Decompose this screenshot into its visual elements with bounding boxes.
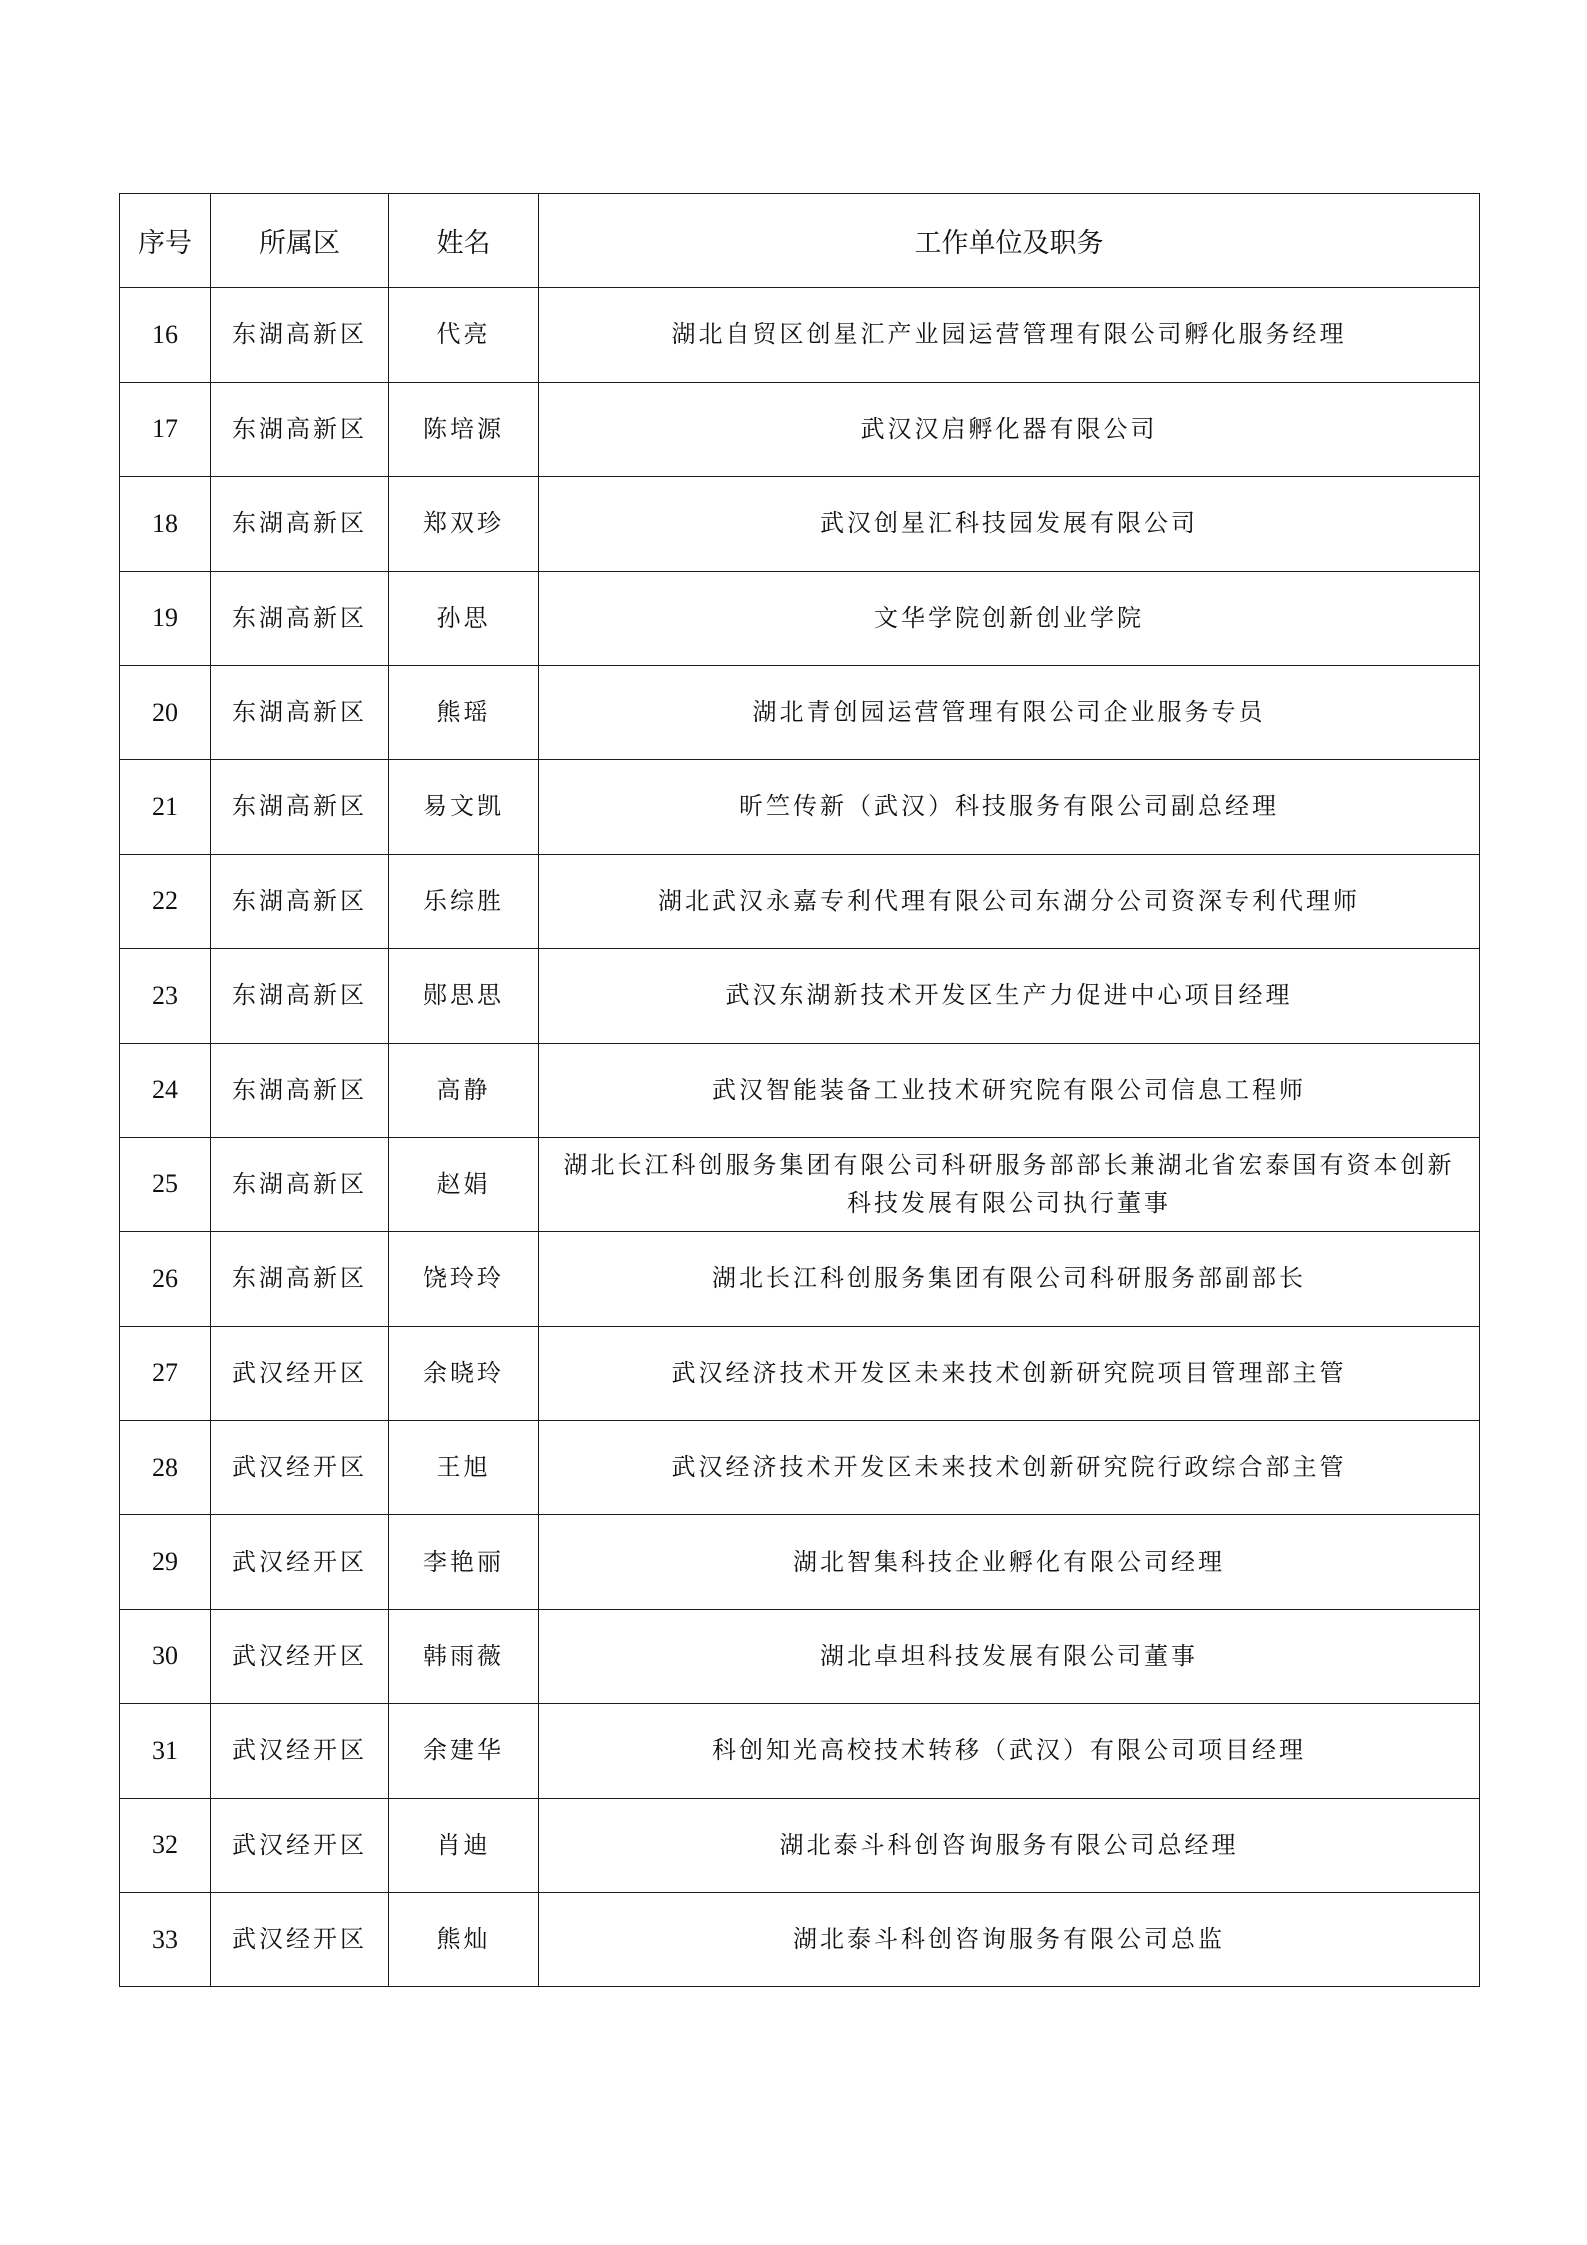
cell-serial-number: 22: [120, 854, 211, 948]
table-row: [120, 1232, 1480, 1326]
table-header: [120, 194, 1480, 288]
cell-serial-number: 27: [120, 1326, 211, 1420]
cell-workplace-position: 武汉经济技术开发区未来技术创新研究院项目管理部主管: [539, 1326, 1480, 1420]
cell-district: 东湖高新区: [211, 288, 389, 382]
cell-name: 韩雨薇: [389, 1609, 539, 1703]
cell-serial-number: 19: [120, 571, 211, 665]
cell-serial-number: 17: [120, 382, 211, 476]
cell-name: 代亮: [389, 288, 539, 382]
table-row: [120, 477, 1480, 571]
table-row: [120, 1704, 1480, 1798]
cell-serial-number: 20: [120, 665, 211, 759]
cell-workplace-position: 湖北智集科技企业孵化有限公司经理: [539, 1515, 1480, 1609]
cell-workplace-position: 文华学院创新创业学院: [539, 571, 1480, 665]
cell-district: 武汉经开区: [211, 1326, 389, 1420]
cell-name: 孙思: [389, 571, 539, 665]
cell-workplace-position: 湖北泰斗科创咨询服务有限公司总经理: [539, 1798, 1480, 1892]
cell-district: 武汉经开区: [211, 1421, 389, 1515]
cell-district: 武汉经开区: [211, 1798, 389, 1892]
table-row: [120, 949, 1480, 1043]
cell-serial-number: 32: [120, 1798, 211, 1892]
table-row: [120, 382, 1480, 476]
table-row: [120, 1043, 1480, 1137]
table-body: [120, 288, 1480, 1987]
cell-district: 武汉经开区: [211, 1893, 389, 1987]
cell-workplace-position: 武汉智能装备工业技术研究院有限公司信息工程师: [539, 1043, 1480, 1137]
cell-workplace-position: 武汉创星汇科技园发展有限公司: [539, 477, 1480, 571]
cell-name: 熊灿: [389, 1893, 539, 1987]
cell-serial-number: 26: [120, 1232, 211, 1326]
cell-district: 东湖高新区: [211, 1232, 389, 1326]
cell-workplace-position: 湖北长江科创服务集团有限公司科研服务部部长兼湖北省宏泰国有资本创新科技发展有限公司执行董事: [539, 1137, 1480, 1231]
cell-workplace-position: 湖北泰斗科创咨询服务有限公司总监: [539, 1893, 1480, 1987]
table-row: [120, 1515, 1480, 1609]
cell-district: 武汉经开区: [211, 1704, 389, 1798]
cell-serial-number: 33: [120, 1893, 211, 1987]
cell-workplace-position: 科创知光高校技术转移（武汉）有限公司项目经理: [539, 1704, 1480, 1798]
cell-name: 肖迪: [389, 1798, 539, 1892]
cell-workplace-position: 湖北卓坦科技发展有限公司董事: [539, 1609, 1480, 1703]
cell-serial-number: 30: [120, 1609, 211, 1703]
cell-serial-number: 31: [120, 1704, 211, 1798]
cell-workplace-position: 武汉经济技术开发区未来技术创新研究院行政综合部主管: [539, 1421, 1480, 1515]
cell-name: 熊瑶: [389, 665, 539, 759]
table-row: [120, 1609, 1480, 1703]
personnel-table: [119, 193, 1480, 1987]
header-workplace-position: 工作单位及职务: [539, 194, 1480, 288]
table-row: [120, 288, 1480, 382]
cell-workplace-position: 湖北长江科创服务集团有限公司科研服务部副部长: [539, 1232, 1480, 1326]
cell-name: 余建华: [389, 1704, 539, 1798]
cell-serial-number: 23: [120, 949, 211, 1043]
cell-workplace-position: 湖北武汉永嘉专利代理有限公司东湖分公司资深专利代理师: [539, 854, 1480, 948]
cell-name: 王旭: [389, 1421, 539, 1515]
table-row: [120, 1137, 1480, 1231]
cell-name: 赵娟: [389, 1137, 539, 1231]
cell-serial-number: 28: [120, 1421, 211, 1515]
table-row: [120, 665, 1480, 759]
cell-name: 陈培源: [389, 382, 539, 476]
cell-workplace-position: 湖北青创园运营管理有限公司企业服务专员: [539, 665, 1480, 759]
header-district: 所属区: [211, 194, 389, 288]
table-row: [120, 1798, 1480, 1892]
cell-name: 余晓玲: [389, 1326, 539, 1420]
cell-district: 东湖高新区: [211, 477, 389, 571]
cell-district: 东湖高新区: [211, 571, 389, 665]
cell-district: 东湖高新区: [211, 854, 389, 948]
table-row: [120, 854, 1480, 948]
cell-name: 李艳丽: [389, 1515, 539, 1609]
cell-workplace-position: 湖北自贸区创星汇产业园运营管理有限公司孵化服务经理: [539, 288, 1480, 382]
cell-name: 易文凯: [389, 760, 539, 854]
cell-district: 东湖高新区: [211, 1137, 389, 1231]
header-name: 姓名: [389, 194, 539, 288]
cell-district: 东湖高新区: [211, 665, 389, 759]
cell-name: 乐综胜: [389, 854, 539, 948]
cell-district: 东湖高新区: [211, 760, 389, 854]
cell-serial-number: 24: [120, 1043, 211, 1137]
cell-workplace-position: 武汉汉启孵化器有限公司: [539, 382, 1480, 476]
cell-serial-number: 21: [120, 760, 211, 854]
table-row: [120, 1893, 1480, 1987]
cell-name: 郑双珍: [389, 477, 539, 571]
cell-name: 高静: [389, 1043, 539, 1137]
table-row: [120, 571, 1480, 665]
cell-workplace-position: 武汉东湖新技术开发区生产力促进中心项目经理: [539, 949, 1480, 1043]
cell-district: 武汉经开区: [211, 1609, 389, 1703]
cell-district: 武汉经开区: [211, 1515, 389, 1609]
cell-district: 东湖高新区: [211, 1043, 389, 1137]
table-row: [120, 760, 1480, 854]
cell-workplace-position: 昕竺传新（武汉）科技服务有限公司副总经理: [539, 760, 1480, 854]
cell-serial-number: 16: [120, 288, 211, 382]
cell-serial-number: 18: [120, 477, 211, 571]
table-row: [120, 1326, 1480, 1420]
cell-name: 饶玲玲: [389, 1232, 539, 1326]
table-row: [120, 1421, 1480, 1515]
cell-name: 郧思思: [389, 949, 539, 1043]
header-serial-number: 序号: [120, 194, 211, 288]
cell-district: 东湖高新区: [211, 949, 389, 1043]
header-row: [120, 194, 1480, 288]
cell-serial-number: 29: [120, 1515, 211, 1609]
cell-serial-number: 25: [120, 1137, 211, 1231]
cell-district: 东湖高新区: [211, 382, 389, 476]
